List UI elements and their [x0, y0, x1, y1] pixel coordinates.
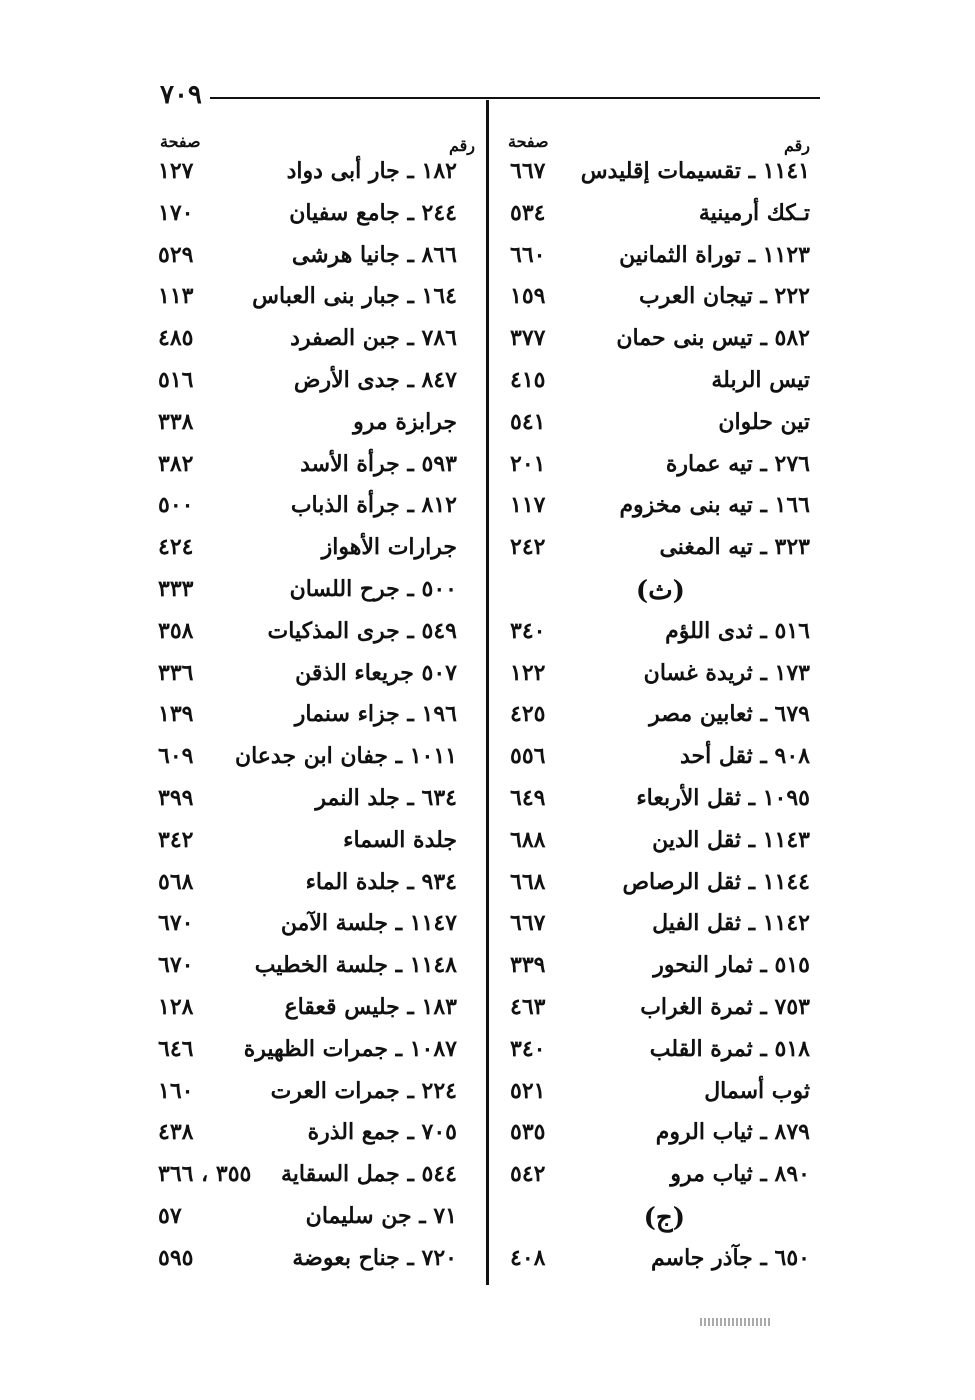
entry-text: ٩٣٤ ـ جلدة الماء — [305, 868, 457, 895]
entry-text: ٥١٦ ـ ثدى اللؤم — [665, 617, 810, 644]
entry-text: ٢٢٢ ـ تيجان العرب — [639, 283, 810, 310]
entry-text: ١١٤٨ ـ جلسة الخطيب — [254, 952, 457, 979]
entry-page: ٥٣٥ — [510, 1119, 546, 1146]
entry-text: ٨٧٩ ـ ثياب الروم — [655, 1119, 810, 1146]
index-entry — [0, 612, 975, 652]
entry-text: جلدة السماء — [343, 826, 457, 853]
entry-text: ١٦٦ ـ تيه بنى مخزوم — [619, 492, 810, 519]
top-rule — [210, 97, 820, 99]
index-entry — [0, 528, 975, 568]
index-entry — [0, 445, 975, 485]
section-letter: (ج) — [643, 1203, 685, 1233]
index-entry — [0, 779, 975, 819]
entry-page: ٤٨٥ — [158, 325, 194, 352]
entry-page: ١٧٠ — [158, 199, 194, 226]
entry-text: جرابزة مرو — [353, 408, 457, 435]
section-letter: (ث) — [635, 576, 685, 606]
entry-page: ٣٣٨ — [158, 408, 194, 435]
entry-text: ٧٢٠ ـ جناح بعوضة — [292, 1244, 457, 1271]
entry-page: ٤٢٥ — [510, 701, 546, 728]
entry-text: ٥٨٢ ـ تيس بنى حمان — [616, 325, 810, 352]
entry-text: ٦٥٠ ـ جآذر جاسم — [651, 1244, 810, 1271]
entry-page: ٣٣٩ — [510, 952, 546, 979]
entry-page: ٣٣٦ — [158, 659, 194, 686]
entry-page: ٤٠٨ — [510, 1244, 546, 1271]
entry-text: ١٦٤ ـ جبار بنى العباس — [252, 283, 457, 310]
entry-text: ٨٦٦ ـ جانيا هرشى — [291, 241, 457, 268]
entry-text: ٥٤٩ ـ جرى المذكيات — [267, 617, 457, 644]
entry-text: ٢٧٦ ـ تيه عمارة — [665, 450, 810, 477]
entry-page: ٥٩٥ — [158, 1244, 194, 1271]
entry-page: ٣٨٢ — [158, 450, 194, 477]
entry-page: ٥٠٠ — [158, 492, 194, 519]
entry-text: جرارات الأهواز — [321, 534, 457, 561]
right-page-header: صفحة — [508, 132, 549, 151]
left-number-header: رقم — [448, 136, 475, 155]
entry-text: تين حلوان — [718, 408, 810, 435]
entry-page: ٦٦٧ — [510, 910, 546, 937]
entry-page: ٥٧ — [158, 1203, 182, 1229]
entry-text: ٥٠٧ جريعاء الذقن — [295, 659, 457, 686]
entry-text: ٧٥٣ ـ ثمرة الغراب — [640, 994, 810, 1020]
entry-page: ٥٢١ — [510, 1077, 546, 1104]
entry-text: ١١٤٢ ـ ثقل الفيل — [652, 910, 810, 937]
index-entry — [0, 863, 975, 903]
entry-page: ٦٦٨ — [510, 868, 546, 895]
scan-speck — [700, 1318, 770, 1326]
entry-page: ٥٦٨ — [158, 868, 194, 895]
entry-page: ٢٠١ — [510, 450, 546, 477]
index-entry — [0, 1239, 975, 1279]
entry-text: ١١٤٤ ـ ثقل الرصاص — [622, 868, 810, 895]
index-entry — [0, 904, 975, 944]
entry-page: ١١٣ — [158, 283, 194, 310]
index-entry — [0, 695, 975, 735]
entry-text: ٥٠٠ ـ جرح اللسان — [289, 576, 457, 602]
entry-text: ١٨٢ ـ جار أبى دواد — [286, 158, 457, 184]
index-entry — [0, 403, 975, 443]
index-entry — [0, 277, 975, 317]
entry-text: ١٠٨٧ ـ جمرات الظهيرة — [243, 1035, 457, 1062]
entry-text: ٨٤٧ ـ جدى الأرض — [293, 367, 457, 393]
index-entry — [0, 319, 975, 359]
entry-text: ٥٩٣ ـ جرأة الأسد — [300, 450, 457, 477]
entry-page: ٦٤٩ — [510, 785, 546, 811]
entry-text: ٦٣٤ ـ جلد النمر — [315, 785, 457, 811]
entry-text: تـكك أرمينية — [698, 199, 810, 226]
entry-page: ٣٧٧ — [510, 325, 546, 352]
entry-page: ٣٣٣ — [158, 576, 194, 602]
entry-text: ٧٠٥ ـ جمع الذرة — [307, 1119, 457, 1146]
entry-page: ٢٤٢ — [510, 534, 546, 561]
entry-text: ٢٢٤ ـ جمرات العرت — [270, 1077, 457, 1104]
entry-text: ٩٠٨ ـ ثقل أحد — [679, 743, 810, 770]
entry-page: ٥٥٦ — [510, 743, 546, 770]
index-entry — [0, 194, 975, 234]
entry-page: ٤٦٣ — [510, 994, 546, 1020]
entry-text: ٨٩٠ ـ ثياب مرو — [670, 1161, 810, 1188]
entry-page: ٣٤٢ — [158, 826, 194, 853]
entry-page: ٥٢٩ — [158, 241, 194, 268]
index-entry — [0, 821, 975, 861]
entry-page: ١٢٨ — [158, 994, 194, 1020]
index-entry — [0, 1197, 975, 1237]
entry-page: ٦٨٨ — [510, 826, 546, 853]
index-entry — [0, 1155, 975, 1195]
entry-page: ١٥٩ — [510, 283, 546, 310]
entry-page: ١٢٢ — [510, 659, 546, 686]
entry-text: ١٠١١ ـ جفان ابن جدعان — [234, 743, 457, 770]
entry-text: ١١٤٧ ـ جلسة الآمن — [280, 910, 457, 937]
entry-text: ١٨٣ ـ جليس قعقاع — [284, 994, 457, 1020]
index-entry — [0, 361, 975, 401]
index-entry — [0, 1030, 975, 1070]
entry-text: ٦٧٩ ـ ثعابين مصر — [649, 701, 810, 728]
entry-page: ٣٥٨ — [158, 617, 194, 644]
entry-page: ٦٦٧ — [510, 158, 546, 184]
index-entry — [0, 236, 975, 276]
entry-text: ٨١٢ ـ جرأة الذباب — [290, 492, 457, 519]
entry-text: ١١٤١ ـ تقسيمات إقليدس — [580, 158, 810, 184]
entry-page: ٦٧٠ — [158, 910, 194, 937]
index-entry — [0, 1072, 975, 1112]
entry-page: ٥٤٢ — [510, 1161, 546, 1188]
index-entry — [0, 988, 975, 1028]
left-page-header: صفحة — [160, 132, 201, 151]
entry-page: ١٦٠ — [158, 1077, 194, 1104]
entry-page: ٤٢٤ — [158, 534, 194, 561]
entry-text: ٧٨٦ ـ جبن الصفرد — [290, 325, 457, 352]
entry-text: ١١٢٣ ـ توراة الثمانين — [619, 241, 810, 268]
entry-page: ٤٣٨ — [158, 1119, 194, 1146]
index-entry — [0, 486, 975, 526]
index-entry — [0, 654, 975, 694]
entry-text: ٥١٥ ـ ثمار النحور — [653, 952, 810, 979]
entry-page: ٣٤٠ — [510, 1035, 546, 1062]
entry-text: ٧١ ـ جن سليمان — [305, 1203, 457, 1229]
entry-text: ١١٤٣ ـ ثقل الدين — [652, 826, 810, 853]
entry-text: ثوب أسمال — [704, 1077, 810, 1104]
entry-page: ٣٩٩ — [158, 785, 194, 811]
entry-page: ٦٧٠ — [158, 952, 194, 979]
entry-page: ١٢٧ — [158, 158, 194, 184]
entry-page: ٥١٦ — [158, 367, 194, 393]
entry-page: ١١٧ — [510, 492, 546, 519]
entry-page: ٦٠٩ — [158, 743, 194, 770]
entry-text: ١٧٣ ـ ثريدة غسان — [643, 659, 810, 686]
entry-page: ٦٤٦ — [158, 1035, 194, 1062]
entry-page: ١٣٩ — [158, 701, 194, 728]
entry-text: تيس الربلة — [711, 367, 810, 393]
entry-text: ٣٢٣ ـ تيه المغنى — [659, 534, 810, 561]
entry-text: ٥٤٤ ـ جمل السقاية — [280, 1161, 457, 1188]
entry-page: ٣٥٥ ، ٣٦٦ — [158, 1161, 252, 1188]
entry-page: ٦٦٠ — [510, 241, 546, 268]
index-entry — [0, 737, 975, 777]
entry-text: ٢٤٤ ـ جامع سفيان — [289, 199, 457, 226]
entry-page: ٥٤١ — [510, 408, 546, 435]
entry-text: ١٠٩٥ ـ ثقل الأربعاء — [636, 785, 810, 811]
entry-page: ٤١٥ — [510, 367, 546, 393]
entry-text: ١٩٦ ـ جزاء سنمار — [294, 701, 457, 728]
index-entry — [0, 1113, 975, 1153]
page-number: ٧٠٩ — [160, 80, 202, 110]
entry-page: ٥٣٤ — [510, 199, 546, 226]
index-entry — [0, 570, 975, 610]
right-number-header: رقم — [783, 136, 810, 155]
index-entry — [0, 946, 975, 986]
entry-text: ٥١٨ ـ ثمرة القلب — [649, 1035, 810, 1062]
index-entry — [0, 152, 975, 192]
entry-page: ٣٤٠ — [510, 617, 546, 644]
